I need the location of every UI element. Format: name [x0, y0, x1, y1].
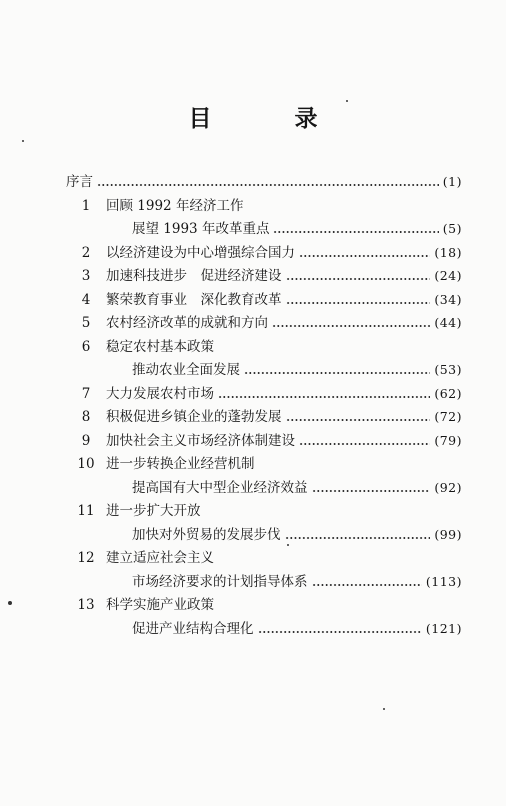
toc-dot-leader [312, 489, 431, 493]
toc-entry-title: 展望 1993 年改革重点 [132, 221, 270, 237]
toc-entry-number: 9 [81, 432, 91, 449]
toc-entry-title: 建立适应社会主义 [106, 550, 214, 566]
scan-speck [22, 140, 24, 142]
toc-dot-leader [244, 371, 430, 375]
scan-speck [8, 601, 12, 605]
toc-entry-line [66, 219, 462, 239]
toc-entry-line [66, 548, 462, 568]
toc-entry-number: 8 [81, 409, 91, 425]
toc-entry-number: 12 [77, 550, 95, 566]
toc-entry-line [66, 454, 462, 474]
toc-entry-title: 市场经济要求的计划指导体系 [132, 573, 308, 590]
toc-entry-title: 大力发展农村市场 [106, 385, 214, 402]
toc-dot-leader [299, 254, 430, 258]
toc-page-number: (113) [425, 573, 462, 589]
toc-entry-line [66, 290, 462, 310]
toc-entry-line [66, 619, 462, 639]
toc-entry-line [66, 266, 462, 286]
toc-dot-leader [272, 324, 430, 328]
scan-speck [287, 544, 289, 546]
toc-entry-line [66, 501, 462, 521]
toc-entry-line [66, 525, 462, 545]
toc-entry-line [66, 337, 462, 357]
toc-page-number: (5) [442, 221, 462, 236]
toc-dot-leader [286, 418, 431, 422]
toc-entry-number: 7 [81, 385, 91, 402]
toc-page-number: (72) [434, 409, 462, 424]
toc-entry-title: 回顾 1992 年经济工作 [106, 197, 244, 214]
page-title: 目 录 [188, 105, 348, 132]
toc-entry-line [66, 384, 462, 404]
toc-entry-line [66, 478, 462, 498]
toc-dot-leader [218, 395, 430, 399]
toc-page-number: (1) [442, 174, 462, 189]
toc-entry-title: 繁荣教育事业 深化教育改革 [106, 291, 282, 308]
toc-entry-title: 以经济建设为中心增强综合国力 [106, 244, 295, 261]
toc-entry-number: 11 [77, 503, 95, 519]
toc-entry-line [66, 595, 462, 615]
toc-entry-line [66, 572, 462, 592]
toc-entry-title: 推动农业全面发展 [132, 362, 240, 378]
toc-entry-title: 提高国有大中型企业经济效益 [132, 479, 308, 496]
toc-entry-line [66, 360, 462, 380]
scan-speck [383, 708, 385, 710]
toc-dot-leader [312, 583, 422, 587]
toc-dot-leader [97, 183, 439, 187]
toc-entry-line [66, 196, 462, 216]
toc-entry-number: 5 [81, 315, 91, 331]
toc-entry-line [66, 172, 462, 192]
toc-entry-number: 2 [81, 244, 91, 261]
toc-page-number: (79) [434, 432, 462, 448]
toc-dot-leader [286, 301, 431, 305]
toc-page-number: (34) [434, 291, 462, 307]
toc-entry-title: 农村经济改革的成就和方向 [106, 315, 268, 331]
toc-entry-number: 13 [77, 597, 95, 613]
toc-dot-leader [273, 230, 438, 234]
toc-entry-title: 稳定农村基本政策 [106, 338, 214, 355]
toc-entry-title: 科学实施产业政策 [106, 597, 214, 613]
toc-entry-number: 10 [77, 456, 95, 472]
toc-entry-line [66, 243, 462, 263]
toc-entry-title: 促进产业结构合理化 [132, 620, 254, 637]
toc-entry-number: 1 [81, 197, 91, 214]
toc-entry-number: 3 [81, 268, 91, 284]
toc-page-number: (92) [434, 479, 462, 495]
toc-entry-line [66, 313, 462, 333]
toc-entry-title: 加快对外贸易的发展步伐 [132, 526, 281, 543]
toc-entry-title: 进一步转换企业经营机制 [106, 456, 255, 472]
toc-page-number: (18) [434, 244, 462, 260]
toc-entry-number: 6 [81, 338, 91, 355]
toc-entry-title: 序言 [66, 174, 93, 190]
toc-dot-leader [258, 630, 422, 634]
toc-page-number: (121) [425, 620, 462, 636]
toc-page-number: (62) [434, 385, 462, 401]
scan-speck [346, 100, 348, 102]
toc-entry-title: 加速科技进步 促进经济建设 [106, 268, 282, 284]
toc-entry-title: 积极促进乡镇企业的蓬勃发展 [106, 409, 282, 425]
toc-entry-line [66, 431, 462, 451]
toc-entry-title: 进一步扩大开放 [106, 503, 201, 519]
toc-entry-number: 4 [81, 291, 91, 308]
toc-page-number: (24) [434, 268, 462, 283]
toc-entry-title: 加快社会主义市场经济体制建设 [106, 432, 295, 449]
toc-dot-leader [299, 442, 430, 446]
toc-page-number: (99) [434, 526, 462, 542]
toc-dot-leader [286, 277, 431, 281]
toc-dot-leader [285, 536, 431, 540]
toc-page-number: (53) [434, 362, 462, 377]
toc-page-number: (44) [434, 315, 462, 330]
toc-entry-line [66, 407, 462, 427]
